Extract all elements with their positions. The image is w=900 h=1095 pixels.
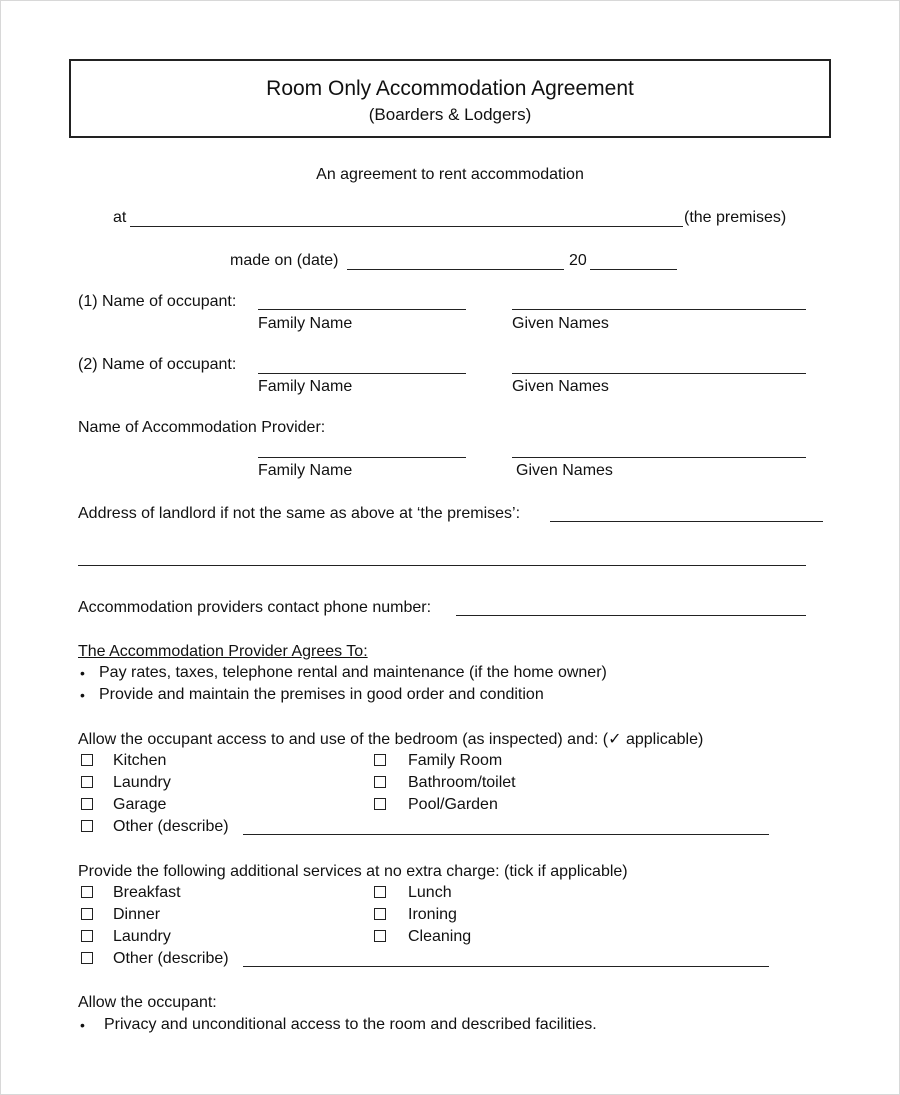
breakfast-checkbox[interactable] bbox=[81, 886, 93, 898]
premises-label: (the premises) bbox=[684, 209, 787, 226]
services-other-checkbox[interactable] bbox=[81, 952, 93, 964]
laundry-checkbox[interactable] bbox=[81, 776, 93, 788]
access-other-checkbox[interactable] bbox=[81, 820, 93, 832]
dinner-label: Dinner bbox=[113, 906, 161, 923]
provider-agrees-item-1: Pay rates, taxes, telephone rental and maintenance (if the home owner) bbox=[99, 664, 607, 681]
address-field-1[interactable] bbox=[550, 521, 823, 522]
allow-heading: Allow the occupant: bbox=[78, 994, 217, 1011]
provider-family-caption: Family Name bbox=[258, 462, 353, 479]
address-field-2[interactable] bbox=[78, 565, 806, 566]
address-label: Address of landlord if not the same as above at ‘the premises’: bbox=[78, 505, 521, 522]
cleaning-label: Cleaning bbox=[408, 928, 472, 945]
provider-agrees-heading: The Accommodation Provider Agrees To: bbox=[78, 643, 368, 660]
bathroom-checkbox[interactable] bbox=[374, 776, 386, 788]
occupant1-given-field[interactable] bbox=[512, 309, 806, 310]
made-on-label: made on (date) bbox=[230, 252, 339, 269]
provider-label: Name of Accommodation Provider: bbox=[78, 419, 326, 436]
at-label: at bbox=[113, 209, 127, 226]
allow-item-1: Privacy and unconditional access to the room and described facilities. bbox=[104, 1016, 597, 1033]
bullet-icon: • bbox=[80, 687, 85, 703]
ironing-label: Ironing bbox=[408, 906, 457, 923]
service-laundry-checkbox[interactable] bbox=[81, 930, 93, 942]
access-heading: Allow the occupant access to and use of the bedroom (as inspected) and: (✓ applicable) bbox=[78, 731, 704, 748]
date-field[interactable] bbox=[347, 269, 564, 270]
phone-label: Accommodation providers contact phone number: bbox=[78, 599, 432, 616]
provider-given-caption: Given Names bbox=[516, 462, 613, 479]
kitchen-checkbox[interactable] bbox=[81, 754, 93, 766]
intro-line: An agreement to rent accommodation bbox=[316, 166, 584, 183]
family-room-checkbox[interactable] bbox=[374, 754, 386, 766]
access-other-field[interactable] bbox=[243, 834, 769, 835]
services-other-field[interactable] bbox=[243, 966, 769, 967]
bullet-icon: • bbox=[80, 665, 85, 681]
document-subtitle: (Boarders & Lodgers) bbox=[368, 105, 532, 124]
occupant2-given-field[interactable] bbox=[512, 373, 806, 374]
access-other-label: Other (describe) bbox=[113, 818, 229, 835]
cleaning-checkbox[interactable] bbox=[374, 930, 386, 942]
garage-checkbox[interactable] bbox=[81, 798, 93, 810]
provider-agrees-item-2: Provide and maintain the premises in good order and condition bbox=[99, 686, 544, 703]
pool-garden-label: Pool/Garden bbox=[408, 796, 498, 813]
year-label: 20 bbox=[569, 252, 587, 269]
bullet-icon: • bbox=[80, 1017, 85, 1033]
title-box bbox=[69, 59, 831, 138]
occupant1-label: (1) Name of occupant: bbox=[78, 293, 237, 310]
services-heading: Provide the following additional services at no extra charge: (tick if applicable) bbox=[78, 863, 628, 880]
pool-garden-checkbox[interactable] bbox=[374, 798, 386, 810]
occupant2-label: (2) Name of occupant: bbox=[78, 356, 237, 373]
garage-label: Garage bbox=[113, 796, 167, 813]
occupant1-family-caption: Family Name bbox=[258, 315, 353, 332]
phone-field[interactable] bbox=[456, 615, 806, 616]
family-room-label: Family Room bbox=[408, 752, 503, 769]
document-title: Room Only Accommodation Agreement bbox=[266, 77, 634, 100]
service-laundry-label: Laundry bbox=[113, 928, 171, 945]
occupant2-given-caption: Given Names bbox=[512, 378, 609, 395]
year-field[interactable] bbox=[590, 269, 677, 270]
occupant1-family-field[interactable] bbox=[258, 309, 466, 310]
laundry-label: Laundry bbox=[113, 774, 171, 791]
provider-given-field[interactable] bbox=[512, 457, 806, 458]
premises-field[interactable] bbox=[130, 226, 683, 227]
services-other-label: Other (describe) bbox=[113, 950, 229, 967]
ironing-checkbox[interactable] bbox=[374, 908, 386, 920]
breakfast-label: Breakfast bbox=[113, 884, 181, 901]
kitchen-label: Kitchen bbox=[113, 752, 167, 769]
occupant2-family-caption: Family Name bbox=[258, 378, 353, 395]
occupant1-given-caption: Given Names bbox=[512, 315, 609, 332]
occupant2-family-field[interactable] bbox=[258, 373, 466, 374]
bathroom-label: Bathroom/toilet bbox=[408, 774, 516, 791]
lunch-label: Lunch bbox=[408, 884, 452, 901]
provider-family-field[interactable] bbox=[258, 457, 466, 458]
lunch-checkbox[interactable] bbox=[374, 886, 386, 898]
dinner-checkbox[interactable] bbox=[81, 908, 93, 920]
